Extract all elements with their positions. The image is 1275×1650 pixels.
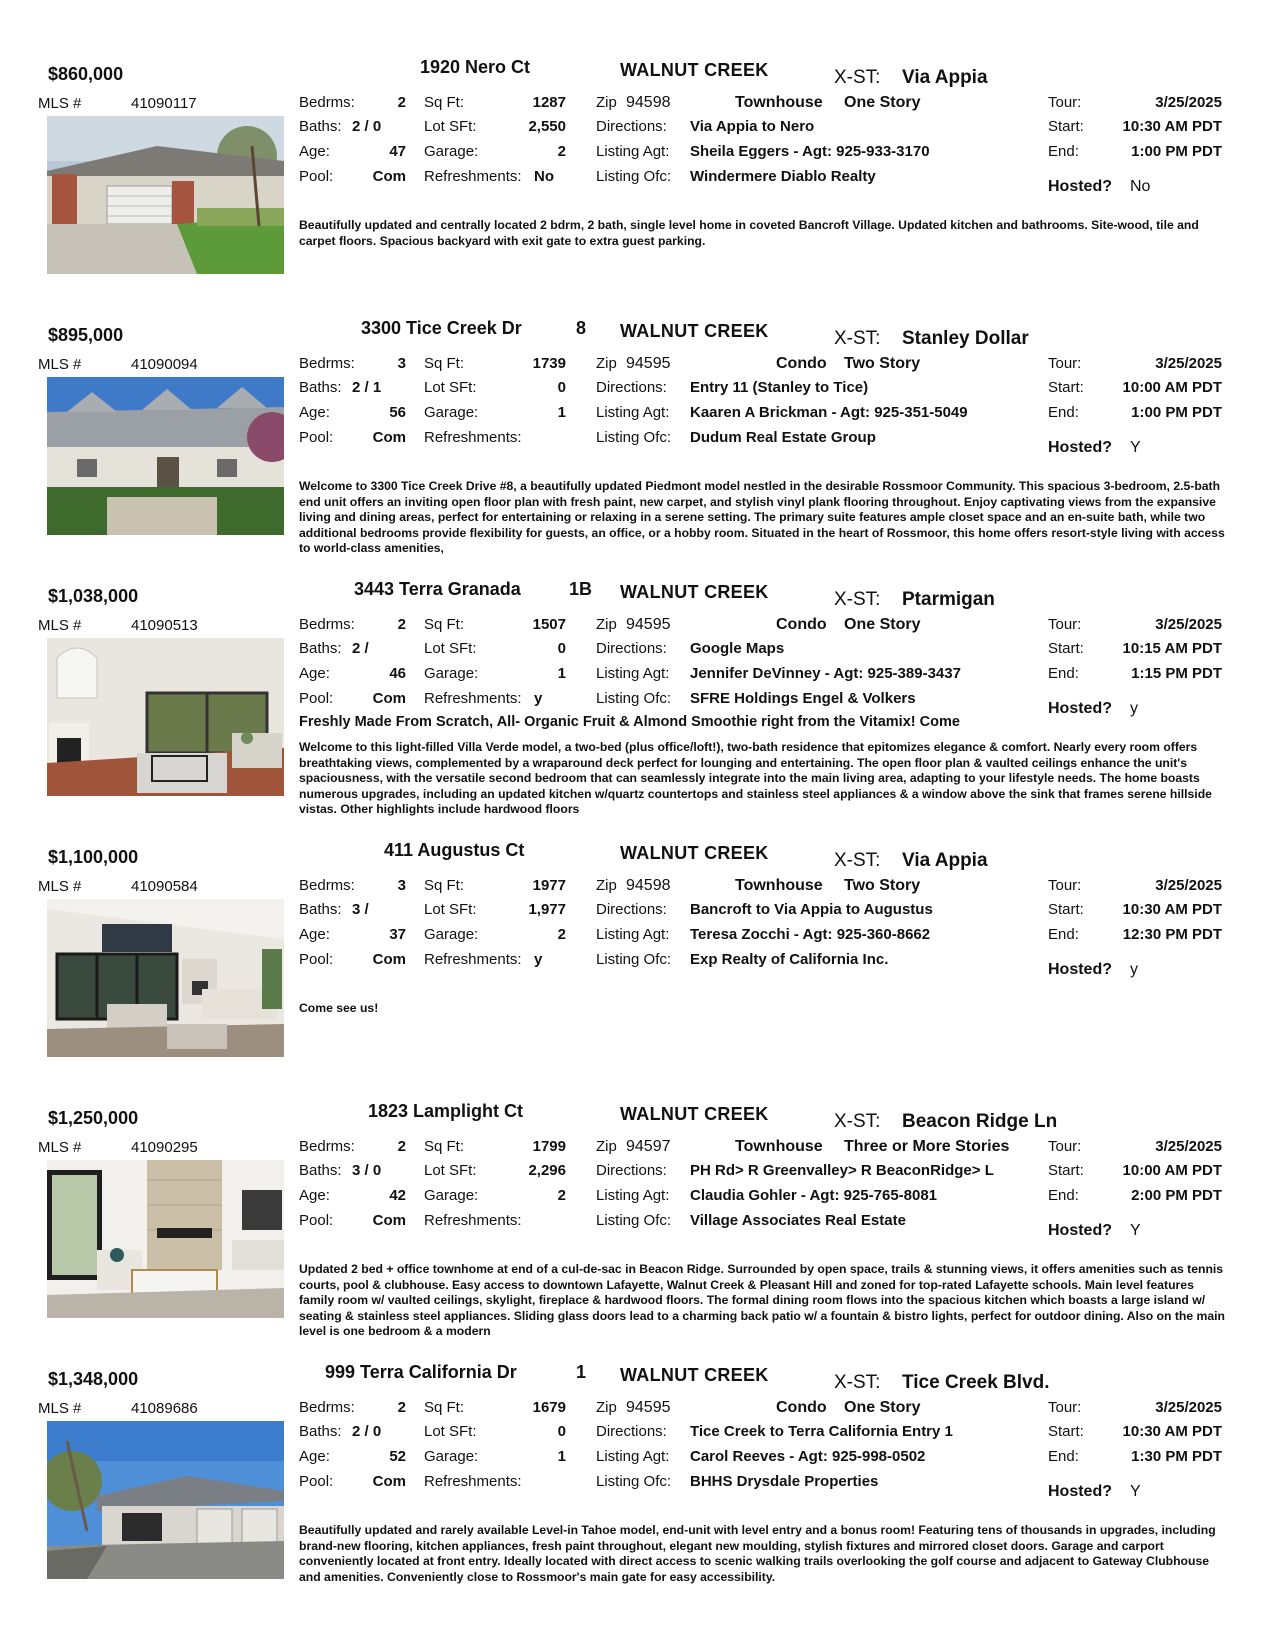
listing-address: 411 Augustus Ct [384,840,525,860]
bedrooms-label: Bedrms: [299,877,355,894]
listing-remarks: Updated 2 bed + office townhome at end of a cul-de-sac in Beacon Ridge. Surrounded by open space, trails & stunning views, it offers amenities such as tennis courts, pool & clubhouse. Easy access to downtown Lafayette, Walnut Creek & Pleasant Hill and zoned for top-rated Lafayette schools. Main level features family room w/ vaulted ceilings, skylight, fireplace & hardwood floors. The formal dining room flows into the spacious kitchen which boasts a large island w/ seating & stainless steel appliances. Sliding glass doors lead to a charming back patio w/ a fountain & bistro lights, perfect for outdoor dining. Also on the main level is one bedroom & a modern [299,1262,1225,1338]
refreshments-label: Refreshments: [424,690,522,707]
tour-label: Tour: [1048,616,1082,633]
pool-label: Pool: [299,690,334,707]
bedrooms-label: Bedrms: [299,616,355,633]
cross-street-value: Tice Creek Blvd. [902,1372,1050,1393]
agent-label: Listing Agt: [596,1187,670,1204]
age-label: Age: [299,665,330,682]
pool-value: Com [372,1473,406,1490]
property-type: Townhouse [735,1138,823,1155]
pool-label: Pool: [299,1212,334,1229]
hosted-label: Hosted? [1048,961,1112,978]
garage-label: Garage: [424,404,479,421]
bedrooms-label: Bedrms: [299,94,355,111]
listing-card [0,1355,1275,1615]
age-value: 47 [389,143,406,160]
tour-label: Tour: [1048,94,1082,111]
garage-value: 2 [557,926,566,943]
pool-label: Pool: [299,1473,334,1490]
agent-label: Listing Agt: [596,1448,670,1465]
lot-sqft-label: Lot SFt: [424,1162,477,1179]
listing-price: $895,000 [48,325,124,345]
end-time: 1:00 PM PDT [1131,143,1222,160]
garage-value: 2 [557,1187,566,1204]
directions-value: PH Rd> R Greenvalley> R BeaconRidge> L [690,1162,994,1179]
listing-address: 3300 Tice Creek Dr [361,318,522,338]
end-label: End: [1048,665,1079,682]
bedrooms-value: 2 [397,94,406,111]
office-label: Listing Ofc: [596,690,672,707]
listing-price: $1,038,000 [48,586,139,606]
hosted-label: Hosted? [1048,700,1112,717]
listing-card [0,311,1275,571]
pool-label: Pool: [299,168,334,185]
agent-value: Sheila Eggers - Agt: 925-933-3170 [690,143,930,160]
lot-sqft-value: 2,296 [528,1162,566,1179]
bedrooms-value: 3 [397,355,406,372]
directions-label: Directions: [596,1162,667,1179]
lot-sqft-value: 1,977 [528,901,566,918]
mls-label: MLS # [38,356,82,373]
office-value: BHHS Drysdale Properties [690,1473,879,1490]
lot-sqft-label: Lot SFt: [424,1423,477,1440]
cross-street-value: Ptarmigan [902,589,995,610]
start-label: Start: [1048,640,1084,657]
directions-label: Directions: [596,118,667,135]
mls-number: 41090513 [131,617,198,634]
property-type: Condo [776,1399,827,1416]
refreshments-label: Refreshments: [424,429,522,446]
age-value: 42 [389,1187,406,1204]
refreshments-label: Refreshments: [424,168,522,185]
bedrooms-value: 3 [397,877,406,894]
tour-date: 3/25/2025 [1155,355,1222,372]
cross-street-value: Stanley Dollar [902,328,1029,349]
garage-label: Garage: [424,1187,479,1204]
end-time: 1:15 PM PDT [1131,665,1222,682]
office-label: Listing Ofc: [596,168,672,185]
listing-card [0,50,1275,310]
refreshments-promo: Freshly Made From Scratch, All- Organic Fruit & Almond Smoothie right from the Vitamix! Come [299,714,960,730]
end-time: 12:30 PM PDT [1122,926,1222,943]
tour-label: Tour: [1048,877,1082,894]
age-value: 46 [389,665,406,682]
directions-value: Entry 11 (Stanley to Tice) [690,379,869,396]
mls-label: MLS # [38,1400,82,1417]
listing-city: WALNUT CREEK [620,1365,769,1385]
baths-label: Baths: [299,640,342,657]
cross-street-label: X-ST: [834,1111,881,1132]
sqft-value: 1507 [532,616,566,633]
listing-address: 3443 Terra Granada [354,579,521,599]
tour-date: 3/25/2025 [1155,1399,1222,1416]
listing-price: $1,100,000 [48,847,139,867]
listing-city: WALNUT CREEK [620,1104,769,1124]
lot-sqft-value: 0 [557,379,566,396]
agent-label: Listing Agt: [596,404,670,421]
agent-value: Teresa Zocchi - Agt: 925-360-8662 [690,926,931,943]
directions-value: Tice Creek to Terra California Entry 1 [690,1423,953,1440]
start-time: 10:15 AM PDT [1122,640,1222,657]
end-time: 1:30 PM PDT [1131,1448,1222,1465]
sqft-label: Sq Ft: [424,1399,465,1416]
cross-street-label: X-ST: [834,1372,881,1393]
hosted-value: y [1130,700,1138,717]
mls-number: 41090295 [131,1139,198,1156]
refreshments-label: Refreshments: [424,951,522,968]
end-label: End: [1048,926,1079,943]
listing-unit: 1 [576,1362,587,1382]
garage-value: 2 [557,143,566,160]
sqft-value: 1287 [532,94,566,111]
listing-photo [47,1421,284,1579]
listing-remarks: Beautifully updated and rarely available Level-in Tahoe model, end-unit with level entry and a bonus room! Featuring tens of thousands in upgrades, including brand-new flooring, kitchen appliances, fresh paint throughout, elegant new moulding, stylish fixtures and mirrored closet doors. Garage and carport conveniently located at front entry. Ideally located with direct access to scenic walking trails overlooking the golf course and adjacent to Gateway Clubhouse and amenities. Conveniently close to Rossmoor's main gate for easy accessibility. [299,1523,1216,1584]
bedrooms-value: 2 [397,1138,406,1155]
agent-label: Listing Agt: [596,665,670,682]
cross-street-label: X-ST: [834,328,881,349]
baths-value: 3 / [352,901,369,918]
zip-label: Zip [596,616,617,633]
listing-photo [47,1160,284,1318]
zip-value: 94595 [626,355,671,372]
tour-label: Tour: [1048,1138,1082,1155]
pool-label: Pool: [299,951,334,968]
bedrooms-value: 2 [397,616,406,633]
start-time: 10:00 AM PDT [1122,379,1222,396]
office-value: Dudum Real Estate Group [690,429,876,446]
cross-street-label: X-ST: [834,589,881,610]
lot-sqft-value: 0 [557,640,566,657]
listing-remarks: Welcome to 3300 Tice Creek Drive #8, a beautifully updated Piedmont model nestled in the desirable Rossmoor Community. This spacious 3-bedroom, 2.5-bath end unit offers an inviting open floor plan with fresh paint, new carpet, and stylish vinyl plank flooring throughout. Enjoy captivating views from the expansive living and dining areas, perfect for entertaining or relaxing in a serene setting. The primary suite features ample closet space and an en-suite bath, while two additional bedrooms provide flexibility for guests, an office, or a hobby room. Situated in the heart of Rossmoor, this home offers resort-style living with access to world-class amenities, [299,479,1225,555]
sqft-label: Sq Ft: [424,1138,465,1155]
agent-value: Carol Reeves - Agt: 925-998-0502 [690,1448,926,1465]
baths-label: Baths: [299,118,342,135]
agent-label: Listing Agt: [596,926,670,943]
directions-label: Directions: [596,640,667,657]
age-value: 56 [389,404,406,421]
age-value: 37 [389,926,406,943]
hosted-label: Hosted? [1048,439,1112,456]
zip-label: Zip [596,877,617,894]
refreshments-label: Refreshments: [424,1212,522,1229]
age-label: Age: [299,1187,330,1204]
zip-value: 94598 [626,877,671,894]
cross-street-value: Via Appia [902,850,988,871]
lot-sqft-label: Lot SFt: [424,379,477,396]
property-type: Condo [776,616,827,633]
pool-value: Com [372,168,406,185]
hosted-value: Y [1130,1483,1141,1500]
start-time: 10:30 AM PDT [1122,901,1222,918]
start-label: Start: [1048,1162,1084,1179]
directions-label: Directions: [596,1423,667,1440]
pool-label: Pool: [299,429,334,446]
mls-label: MLS # [38,1139,82,1156]
garage-value: 1 [557,1448,566,1465]
lot-sqft-label: Lot SFt: [424,901,477,918]
sqft-label: Sq Ft: [424,94,465,111]
stories: One Story [844,1399,921,1416]
lot-sqft-label: Lot SFt: [424,118,477,135]
start-time: 10:30 AM PDT [1122,1423,1222,1440]
listing-photo [47,377,284,535]
start-label: Start: [1048,118,1084,135]
cross-street-label: X-ST: [834,67,881,88]
hosted-label: Hosted? [1048,1222,1112,1239]
lot-sqft-value: 2,550 [528,118,566,135]
tour-label: Tour: [1048,1399,1082,1416]
zip-value: 94597 [626,1138,671,1155]
office-label: Listing Ofc: [596,951,672,968]
baths-label: Baths: [299,901,342,918]
tour-date: 3/25/2025 [1155,1138,1222,1155]
directions-value: Bancroft to Via Appia to Augustus [690,901,933,918]
listing-price: $1,348,000 [48,1369,139,1389]
directions-value: Via Appia to Nero [690,118,815,135]
sqft-value: 1799 [532,1138,566,1155]
listing-remarks: Come see us! [299,1001,379,1015]
baths-value: 3 / 0 [352,1162,382,1179]
property-type: Townhouse [735,877,823,894]
listing-city: WALNUT CREEK [620,843,769,863]
end-label: End: [1048,1187,1079,1204]
end-time: 2:00 PM PDT [1131,1187,1222,1204]
office-label: Listing Ofc: [596,1473,672,1490]
stories: One Story [844,616,921,633]
mls-label: MLS # [38,617,82,634]
hosted-label: Hosted? [1048,178,1112,195]
stories: One Story [844,94,921,111]
listing-price: $860,000 [48,64,124,84]
garage-label: Garage: [424,926,479,943]
start-label: Start: [1048,379,1084,396]
listing-address: 999 Terra California Dr [325,1362,517,1382]
listing-remarks: Welcome to this light-filled Villa Verde model, a two-bed (plus office/loft!), two-bath residence that epitomizes elegance & comfort. Nearly every room offers breathtaking views, complemented by a wraparound deck perfect for lounging and entertaining. The open floor plan & vaulted ceilings enhance the unit's spaciousness, with the versatile second bedroom that can seamlessly integrate into the main living area, adapting to your lifestyle needs. The home boasts numerous upgrades, including an updated kitchen w/quartz countertops and stainless steel appliances & a window above the sink that frames serene hillside vistas. Other highlights include hardwood floors [299,740,1212,816]
age-label: Age: [299,143,330,160]
directions-value: Google Maps [690,640,785,657]
sqft-value: 1679 [532,1399,566,1416]
baths-value: 2 / [352,640,369,657]
directions-label: Directions: [596,379,667,396]
tour-date: 3/25/2025 [1155,616,1222,633]
age-value: 52 [389,1448,406,1465]
start-label: Start: [1048,901,1084,918]
baths-value: 2 / 1 [352,379,382,396]
zip-label: Zip [596,94,617,111]
lot-sqft-label: Lot SFt: [424,640,477,657]
mls-label: MLS # [38,95,82,112]
mls-number: 41090584 [131,878,198,895]
office-value: Windermere Diablo Realty [690,168,876,185]
mls-label: MLS # [38,878,82,895]
listing-price: $1,250,000 [48,1108,139,1128]
zip-label: Zip [596,1138,617,1155]
garage-value: 1 [557,665,566,682]
garage-label: Garage: [424,143,479,160]
mls-number: 41090117 [131,95,197,112]
tour-label: Tour: [1048,355,1082,372]
zip-value: 94595 [626,1399,671,1416]
listing-unit: 8 [576,318,587,338]
listing-city: WALNUT CREEK [620,60,769,80]
stories: Two Story [844,877,921,894]
garage-label: Garage: [424,665,479,682]
bedrooms-value: 2 [397,1399,406,1416]
hosted-value: Y [1130,439,1141,456]
garage-label: Garage: [424,1448,479,1465]
cross-street-label: X-ST: [834,850,881,871]
listing-photo [47,116,284,274]
pool-value: Com [372,951,406,968]
mls-number: 41089686 [131,1400,198,1417]
baths-label: Baths: [299,379,342,396]
agent-value: Kaaren A Brickman - Agt: 925-351-5049 [690,404,968,421]
cross-street-value: Beacon Ridge Ln [902,1111,1058,1132]
lot-sqft-value: 0 [557,1423,566,1440]
zip-label: Zip [596,355,617,372]
end-label: End: [1048,1448,1079,1465]
age-label: Age: [299,1448,330,1465]
office-value: SFRE Holdings Engel & Volkers [690,690,916,707]
sqft-label: Sq Ft: [424,616,465,633]
pool-value: Com [372,690,406,707]
listing-address: 1920 Nero Ct [420,57,531,77]
start-label: Start: [1048,1423,1084,1440]
tour-date: 3/25/2025 [1155,94,1222,111]
listing-card [0,572,1275,832]
stories: Three or More Stories [844,1138,1010,1155]
listing-remarks: Beautifully updated and centrally located 2 bdrm, 2 bath, single level home in coveted Bancroft Village. Updated kitchen and bathrooms. Site-wood, tile and carpet floors. Spacious backyard with exit gate to extra guest parking. [299,218,1199,248]
tour-date: 3/25/2025 [1155,877,1222,894]
hosted-value: No [1130,178,1151,195]
end-label: End: [1048,143,1079,160]
listing-photo [47,899,284,1057]
start-time: 10:00 AM PDT [1122,1162,1222,1179]
zip-value: 94595 [626,616,671,633]
baths-value: 2 / 0 [352,118,382,135]
baths-label: Baths: [299,1162,342,1179]
refreshments-value: y [534,690,543,707]
property-type: Townhouse [735,94,823,111]
pool-value: Com [372,1212,406,1229]
bedrooms-label: Bedrms: [299,1399,355,1416]
hosted-value: y [1130,961,1138,978]
property-type: Condo [776,355,827,372]
office-label: Listing Ofc: [596,1212,672,1229]
cross-street-value: Via Appia [902,67,988,88]
office-value: Exp Realty of California Inc. [690,951,889,968]
hosted-value: Y [1130,1222,1141,1239]
pool-value: Com [372,429,406,446]
listing-address: 1823 Lamplight Ct [368,1101,524,1121]
mls-number: 41090094 [131,356,198,373]
start-time: 10:30 AM PDT [1122,118,1222,135]
listing-photo [47,638,284,796]
sqft-label: Sq Ft: [424,877,465,894]
office-value: Village Associates Real Estate [690,1212,906,1229]
agent-value: Jennifer DeVinney - Agt: 925-389-3437 [690,665,961,682]
stories: Two Story [844,355,921,372]
agent-value: Claudia Gohler - Agt: 925-765-8081 [690,1187,938,1204]
listing-card [0,1094,1275,1354]
bedrooms-label: Bedrms: [299,1138,355,1155]
sqft-label: Sq Ft: [424,355,465,372]
listing-unit: 1B [569,579,593,599]
listing-city: WALNUT CREEK [620,582,769,602]
sqft-value: 1739 [532,355,566,372]
directions-label: Directions: [596,901,667,918]
refreshments-label: Refreshments: [424,1473,522,1490]
bedrooms-label: Bedrms: [299,355,355,372]
end-time: 1:00 PM PDT [1131,404,1222,421]
refreshments-value: y [534,951,543,968]
office-label: Listing Ofc: [596,429,672,446]
end-label: End: [1048,404,1079,421]
sqft-value: 1977 [532,877,566,894]
baths-label: Baths: [299,1423,342,1440]
baths-value: 2 / 0 [352,1423,382,1440]
listing-card [0,833,1275,1093]
refreshments-value: No [534,168,554,185]
zip-label: Zip [596,1399,617,1416]
age-label: Age: [299,404,330,421]
hosted-label: Hosted? [1048,1483,1112,1500]
agent-label: Listing Agt: [596,143,670,160]
listing-city: WALNUT CREEK [620,321,769,341]
zip-value: 94598 [626,94,671,111]
garage-value: 1 [557,404,566,421]
age-label: Age: [299,926,330,943]
